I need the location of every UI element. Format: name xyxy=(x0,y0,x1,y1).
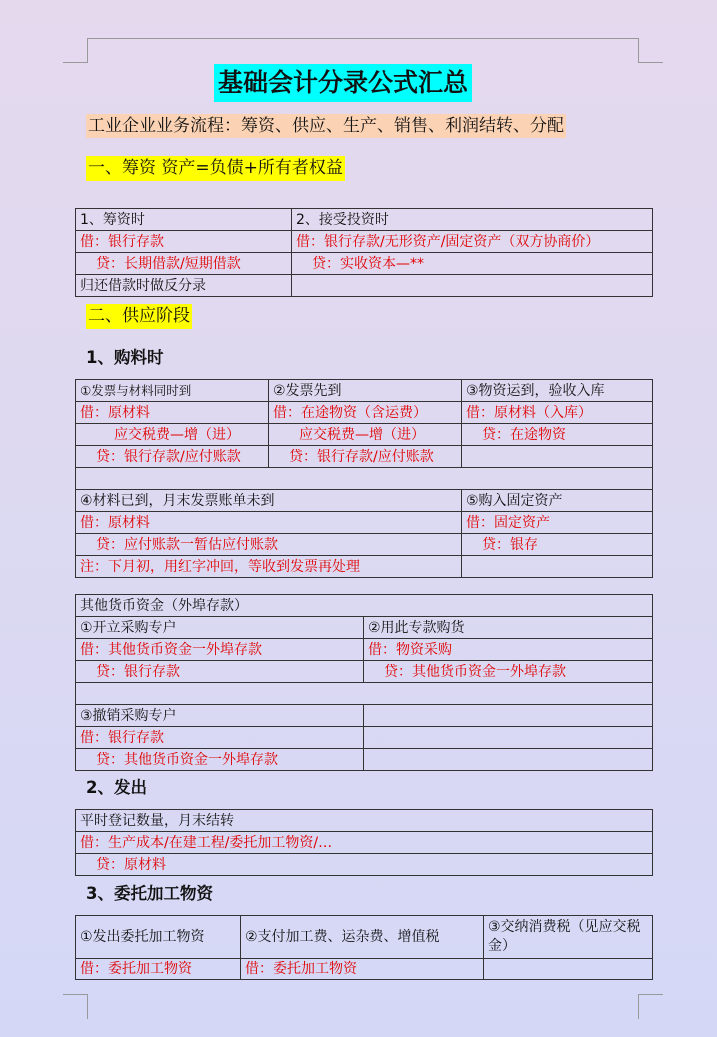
cell-investment-debit: 借：银行存款/无形资产/固定资产（双方协商价） xyxy=(292,231,653,253)
cell-open-account: ①开立采购专户 xyxy=(76,617,364,639)
page-title: 基础会计分录公式汇总 xyxy=(214,64,472,102)
cell-pay-debit: 借：委托加工物资 xyxy=(241,959,484,980)
cell-send-debit: 借：委托加工物资 xyxy=(76,959,241,980)
cell-other-funds-header: 其他货币资金（外埠存款） xyxy=(76,595,653,617)
cell-close-account: ③撤销采购专户 xyxy=(76,705,364,727)
cell-invoice-first: ②发票先到 xyxy=(269,380,462,402)
cell-financing-credit: 贷：长期借款/短期借款 xyxy=(76,253,292,275)
cell-a-tax: 应交税费—增（进） xyxy=(76,424,269,446)
cell-goods-arrived: ③物资运到，验收入库 xyxy=(462,380,653,402)
corner-mark-bottom-left xyxy=(63,994,88,1019)
cell-financing-title: 1、筹资时 xyxy=(76,209,292,231)
cell-issue-title: 平时登记数量，月末结转 xyxy=(76,810,653,832)
cell-consumption-tax: ③交纳消费税（见应交税金） xyxy=(484,916,653,959)
section-heading-supply: 二、供应阶段 xyxy=(86,304,192,329)
subheading-purchase: 1、购料时 xyxy=(86,348,164,367)
cell-empty-row xyxy=(76,683,653,705)
corner-mark-bottom-right xyxy=(638,994,663,1019)
cell-empty-row xyxy=(76,468,653,490)
cell-financing-note: 归还借款时做反分录 xyxy=(76,275,292,297)
cell-material-no-invoice: ④材料已到，月末发票账单未到 xyxy=(76,490,462,512)
cell-a-credit: 贷：银行存款/应付账款 xyxy=(76,446,269,468)
cell-empty xyxy=(292,275,653,297)
cell-empty xyxy=(484,959,653,980)
cell-close-debit: 借：银行存款 xyxy=(76,727,364,749)
cell-invoice-and-material: ①发票与材料同时到 xyxy=(76,380,269,402)
process-flow-line: 工业企业业务流程：筹资、供应、生产、销售、利润结转、分配 xyxy=(88,116,564,136)
cell-empty xyxy=(364,727,653,749)
purchase-table xyxy=(75,379,653,578)
cell-investment-credit: 贷：实收资本—** xyxy=(292,253,653,275)
cell-d-note: 注：下月初，用红字冲回，等收到发票再处理 xyxy=(76,556,462,578)
cell-d-debit: 借：原材料 xyxy=(76,512,462,534)
cell-b-tax: 应交税费—增（进） xyxy=(269,424,462,446)
section-heading-financing: 一、筹资 资产=负债+所有者权益 xyxy=(86,156,345,181)
subheading-consigned-processing: 3、委托加工物资 xyxy=(86,884,213,903)
cell-financing-debit: 借：银行存款 xyxy=(76,231,292,253)
cell-use-credit: 贷：其他货币资金一外埠存款 xyxy=(364,661,653,683)
cell-c-credit: 贷：在途物资 xyxy=(462,424,653,446)
corner-mark-top-left xyxy=(63,38,88,63)
cell-issue-credit: 贷：原材料 xyxy=(76,854,653,876)
cell-empty xyxy=(462,446,653,468)
cell-send-materials: ①发出委托加工物资 xyxy=(76,916,241,959)
cell-empty xyxy=(364,705,653,727)
cell-pay-fees: ②支付加工费、运杂费、增值税 xyxy=(241,916,484,959)
financing-table xyxy=(75,208,653,297)
cell-a-debit: 借：原材料 xyxy=(76,402,269,424)
corner-mark-top-right xyxy=(638,38,663,63)
cell-b-credit: 贷：银行存款/应付账款 xyxy=(269,446,462,468)
issue-table xyxy=(75,809,653,876)
cell-issue-debit: 借：生产成本/在建工程/委托加工物资/… xyxy=(76,832,653,854)
cell-e-debit: 借：固定资产 xyxy=(462,512,653,534)
cell-fixed-asset: ⑤购入固定资产 xyxy=(462,490,653,512)
cell-empty xyxy=(364,749,653,771)
cell-open-debit: 借：其他货币资金一外埠存款 xyxy=(76,639,364,661)
subheading-issue: 2、发出 xyxy=(86,778,147,797)
cell-open-credit: 贷：银行存款 xyxy=(76,661,364,683)
cell-use-funds: ②用此专款购货 xyxy=(364,617,653,639)
header-rule xyxy=(87,38,639,39)
cell-investment-title: 2、接受投资时 xyxy=(292,209,653,231)
consigned-processing-table xyxy=(75,915,653,980)
cell-d-credit: 贷：应付账款一暂估应付账款 xyxy=(76,534,462,556)
cell-e-credit: 贷：银存 xyxy=(462,534,653,556)
cell-use-debit: 借：物资采购 xyxy=(364,639,653,661)
cell-c-debit: 借：原材料（入库） xyxy=(462,402,653,424)
cell-empty xyxy=(462,556,653,578)
cell-b-debit: 借：在途物资（含运费） xyxy=(269,402,462,424)
other-monetary-funds-table xyxy=(75,594,653,771)
cell-close-credit: 贷：其他货币资金一外埠存款 xyxy=(76,749,364,771)
